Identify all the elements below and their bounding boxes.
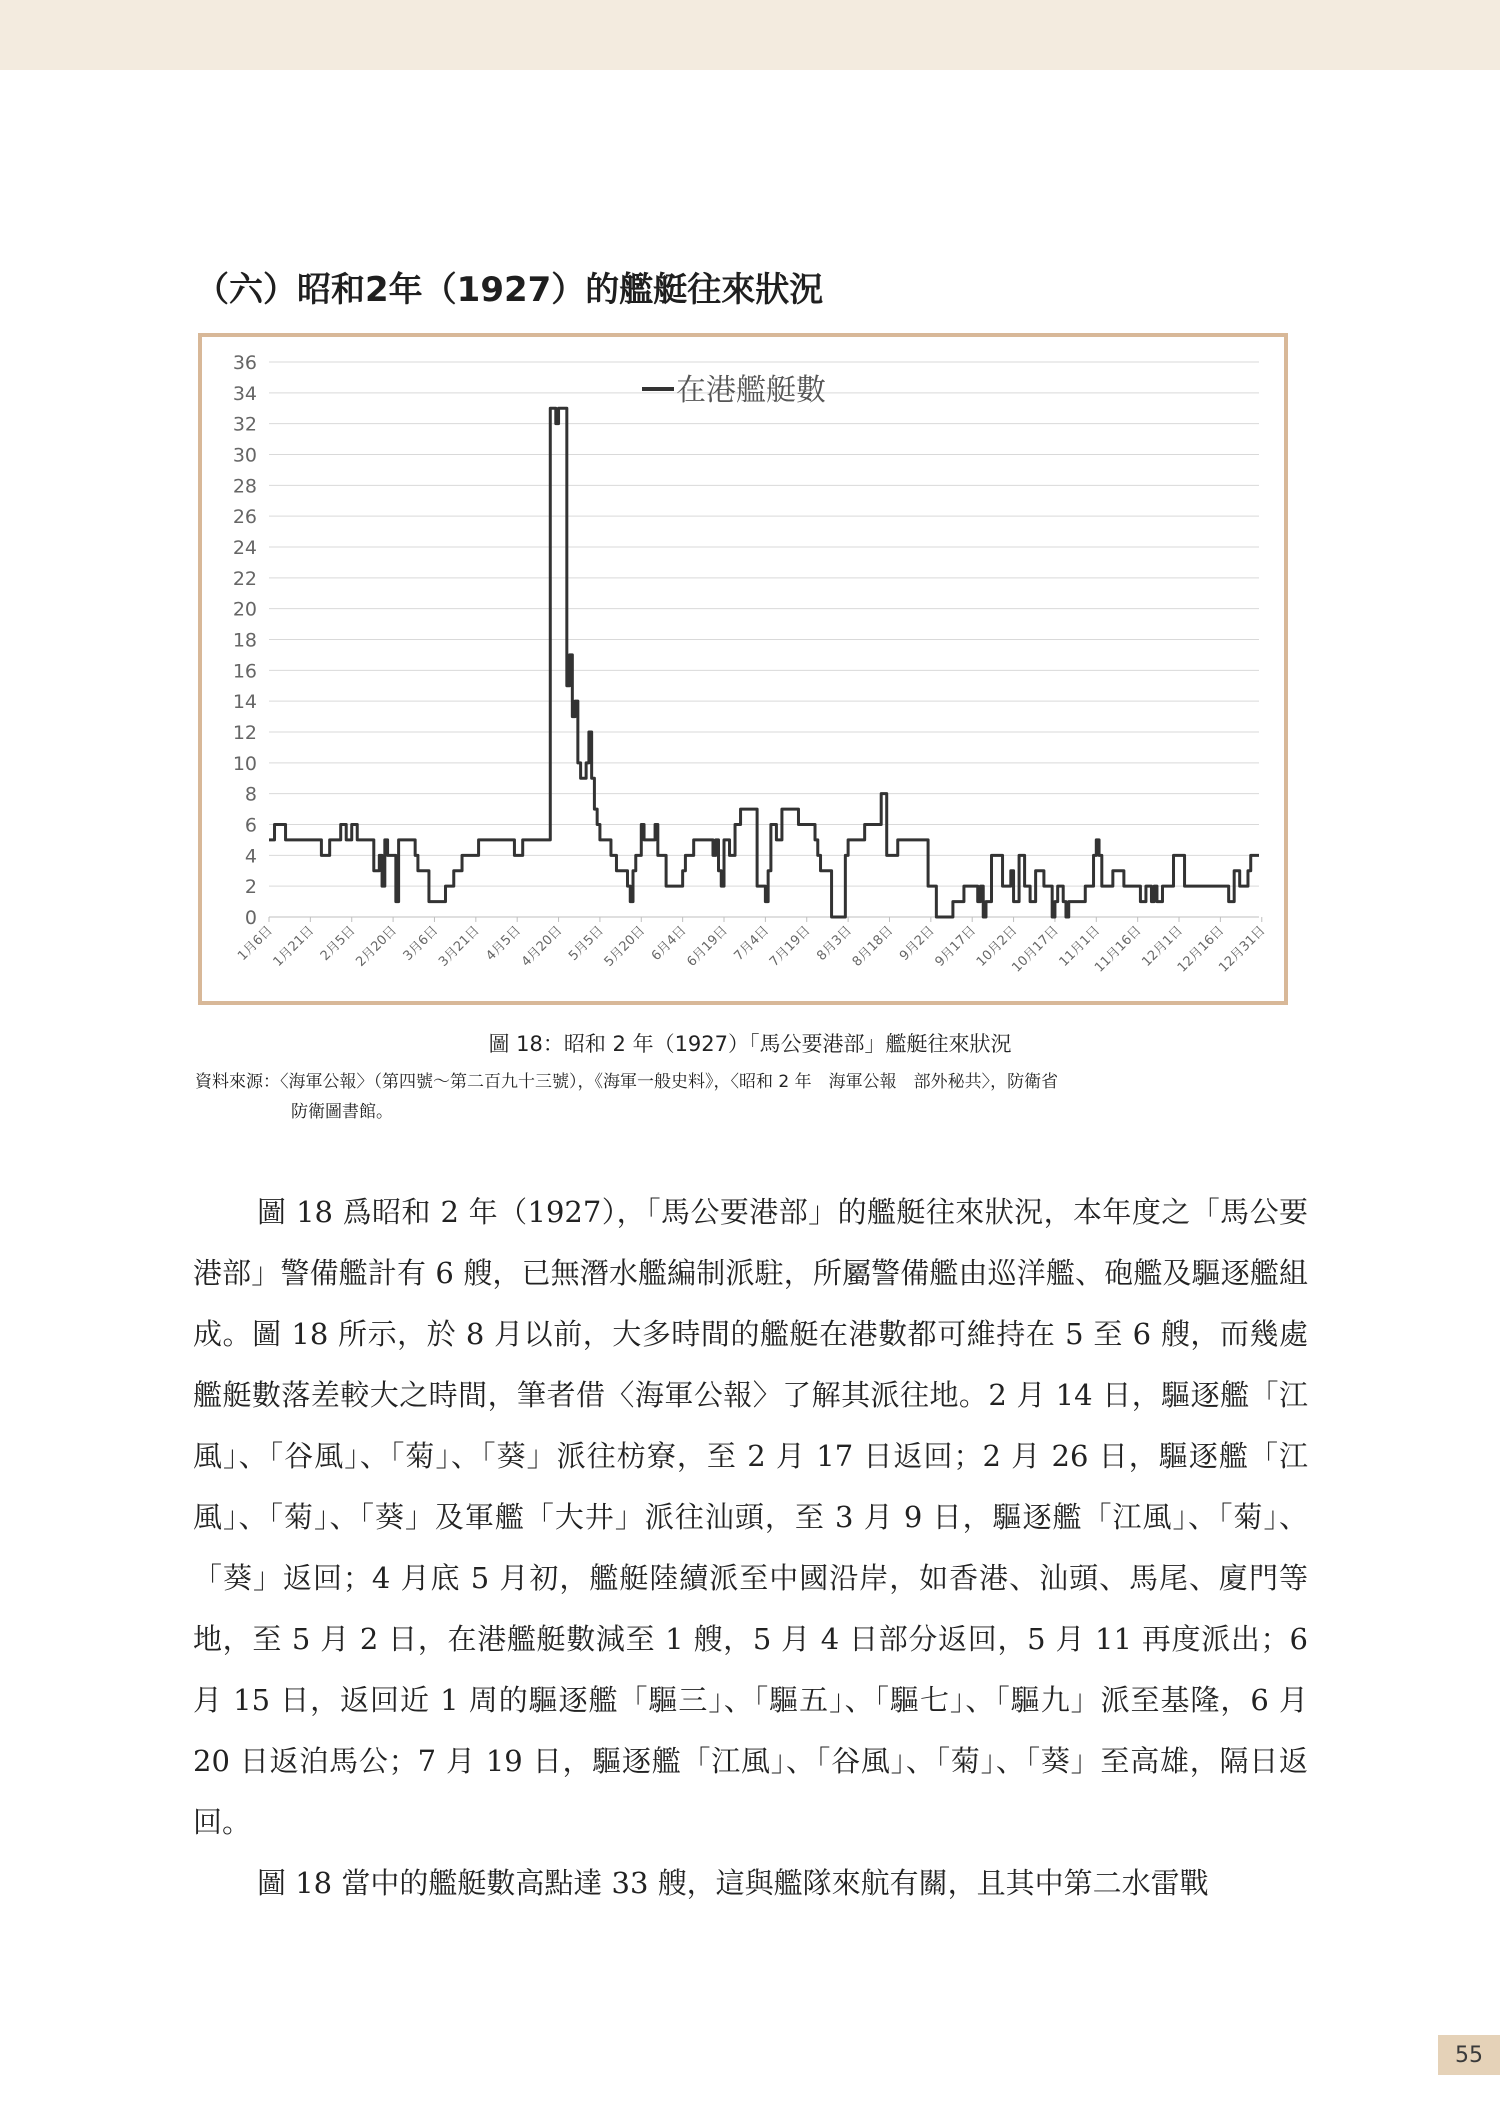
y-tick-label-4: 4 bbox=[244, 845, 257, 868]
paragraph-1: 圖 18 爲昭和 2 年（1927），「馬公要港部」的艦艇往來狀況，本年度之「馬公要港部」警備艦計有 6 艘，已無潛水艦編制派駐，所屬警備艦由巡洋艦、砲艦及驅逐艦組成。圖 18 所示，於 8 月以前，大多時間的艦艇在港數都可維持在 5 至 6 艘，而幾處艦艇數落差較大之時間，筆者借〈海軍公報〉了解其派往地。2 月 14 日，驅逐艦「江風」、「谷風」、「菊」、「葵」派往枋寮，至 2 月 17 日返回；2 月 26 日，驅逐艦「江風」、「菊」、「葵」及軍艦「大井」派往汕頭，至 3 月 9 日，驅逐艦「江風」、「菊」、「葵」返回；4 月底 5 月初，艦艇陸續派至中國沿岸，如香港、汕頭、馬尾、廈門等地，至 5 月 2 日，在港艦艇數減至 1 艘，5 月 4 日部分返回，5 月 11 再度派出；6 月 15 日，返回近 1 周的驅逐艦「驅三」、「驅五」、「驅七」、「驅九」派至基隆，6 月 20 日返泊馬公；7 月 19 日，驅逐艦「江風」、「谷風」、「菊」、「葵」至高雄，隔日返回。 bbox=[193, 1195, 1308, 1839]
x-tick-label-19: 10月17日 bbox=[1009, 923, 1062, 976]
x-tick-label-12: 7月4日 bbox=[731, 923, 773, 964]
x-tick-label-14: 8月3日 bbox=[814, 923, 855, 964]
top-decorative-band bbox=[0, 0, 1500, 70]
section-heading: （六）昭和2年（1927）的艦艇往來狀況 bbox=[195, 270, 824, 310]
y-tick-label-22: 22 bbox=[232, 567, 257, 590]
figure-caption: 圖 18：昭和 2 年（1927）「馬公要港部」艦艇往來狀況 bbox=[488, 1032, 1012, 1056]
y-tick-label-8: 8 bbox=[244, 783, 257, 806]
y-tick-label-12: 12 bbox=[232, 722, 257, 744]
x-tick-label-24: 12月31日 bbox=[1216, 923, 1269, 976]
x-tick-label-1: 1月21日 bbox=[270, 923, 318, 970]
x-tick-label-23: 12月16日 bbox=[1174, 923, 1228, 976]
x-tick-label-6: 4月5日 bbox=[483, 923, 525, 964]
legend-label: 在港艦艇數 bbox=[676, 373, 826, 408]
y-tick-label-32: 32 bbox=[232, 413, 257, 436]
source-line-1: 資料來源：〈海軍公報〉（第四號～第二百九十三號），《海軍一般史料》，〈昭和 2 年 海軍公報 部外秘共〉，防衛省 bbox=[195, 1072, 1059, 1092]
x-tick-label-3: 2月20日 bbox=[353, 923, 400, 970]
y-tick-label-16: 16 bbox=[232, 660, 257, 683]
y-tick-label-14: 14 bbox=[232, 691, 257, 714]
y-tick-label-0: 0 bbox=[244, 907, 257, 929]
y-tick-label-2: 2 bbox=[244, 876, 257, 899]
x-tick-label-22: 12月1日 bbox=[1139, 923, 1186, 970]
x-tick-label-16: 9月2日 bbox=[896, 923, 938, 964]
chart-frame bbox=[198, 333, 1288, 1005]
y-tick-label-24: 24 bbox=[232, 537, 257, 559]
x-tick-label-4: 3月6日 bbox=[400, 923, 442, 964]
x-tick-label-20: 11月1日 bbox=[1056, 923, 1104, 970]
chart bbox=[202, 337, 1284, 1001]
y-tick-label-36: 36 bbox=[232, 352, 257, 374]
page-number: 55 bbox=[1438, 2035, 1500, 2075]
source-note bbox=[195, 1067, 1315, 1127]
body-text bbox=[193, 1182, 1308, 1914]
y-tick-label-20: 20 bbox=[232, 598, 257, 621]
x-tick-label-2: 2月5日 bbox=[317, 923, 359, 964]
y-tick-label-28: 28 bbox=[232, 475, 257, 498]
series-line-在港艦艇數 bbox=[269, 408, 1259, 917]
y-tick-label-26: 26 bbox=[232, 506, 257, 529]
x-tick-label-17: 9月17日 bbox=[932, 923, 980, 970]
y-tick-label-6: 6 bbox=[244, 814, 257, 837]
x-tick-label-9: 5月20日 bbox=[601, 923, 649, 970]
paragraph-2: 圖 18 當中的艦艇數高點達 33 艘，這與艦隊來航有關，且其中第二水雷戰 bbox=[257, 1866, 1209, 1900]
y-tick-label-18: 18 bbox=[232, 629, 257, 652]
y-tick-label-30: 30 bbox=[232, 444, 257, 467]
x-tick-label-15: 8月18日 bbox=[849, 923, 897, 970]
x-tick-label-8: 5月5日 bbox=[566, 923, 607, 964]
x-tick-label-5: 3月21日 bbox=[436, 923, 483, 970]
x-tick-label-0: 1月6日 bbox=[235, 923, 276, 964]
x-tick-label-11: 6月19日 bbox=[684, 923, 731, 970]
source-line-2: 防衛圖書館。 bbox=[291, 1102, 393, 1122]
x-tick-label-7: 4月20日 bbox=[518, 923, 566, 970]
x-tick-label-13: 7月19日 bbox=[767, 923, 814, 970]
x-tick-label-18: 10月2日 bbox=[973, 923, 1021, 970]
x-tick-label-10: 6月4日 bbox=[648, 923, 690, 964]
y-tick-label-34: 34 bbox=[232, 382, 257, 405]
x-tick-label-21: 11月16日 bbox=[1092, 923, 1145, 976]
y-tick-label-10: 10 bbox=[232, 752, 257, 775]
